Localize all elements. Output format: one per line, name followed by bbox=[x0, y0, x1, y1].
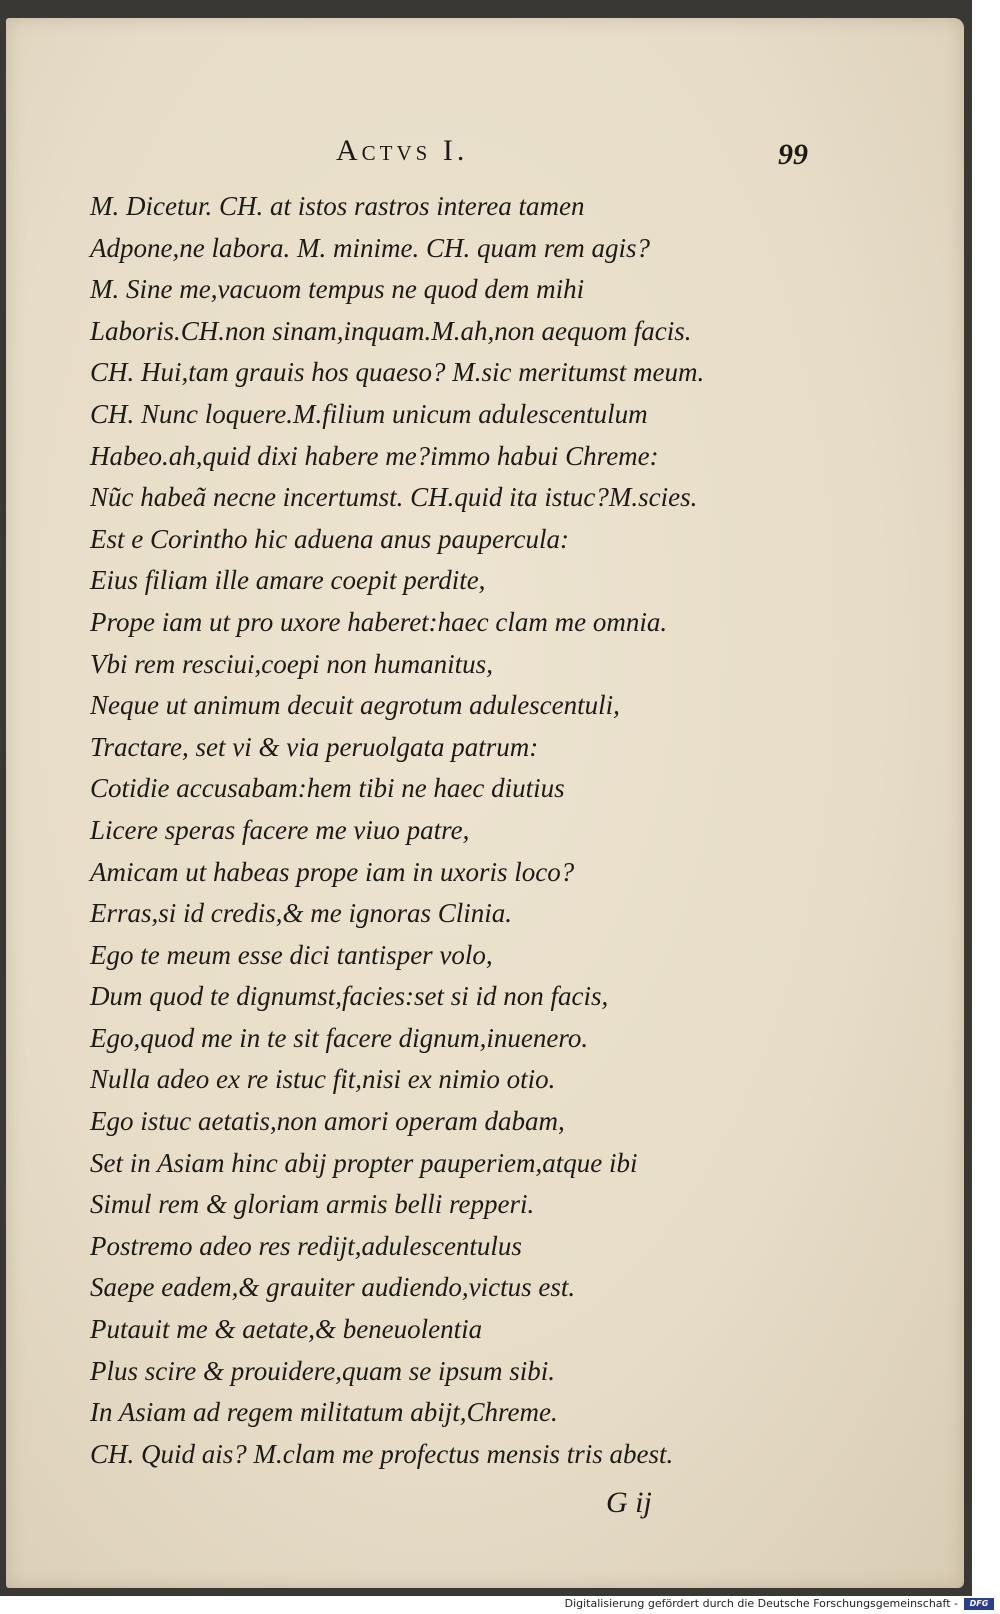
text-line: Licere speras facere me viuo patre, bbox=[90, 814, 470, 845]
text-line: Set in Asiam hinc abij propter pauperiem,atque ibi bbox=[90, 1147, 638, 1178]
dfg-logo-icon: DFG bbox=[964, 1598, 994, 1610]
running-head: Actvs I. bbox=[336, 134, 469, 167]
text-line: Nulla adeo ex re istuc fit,nisi ex nimio otio. bbox=[90, 1064, 556, 1095]
text-line: Laboris.CH.non sinam,inquam.M.ah,non aequom facis. bbox=[90, 315, 692, 346]
text-line: Habeo.ah,quid dixi habere me?immo habui Chreme: bbox=[90, 440, 659, 471]
text-line: Nũc habeã necne incertumst. CH.quid ita istuc?M.scies. bbox=[90, 482, 698, 513]
text-line: Putauit me & aetate,& beneuolentia bbox=[90, 1314, 483, 1345]
text-line: Simul rem & gloriam armis belli repperi. bbox=[90, 1189, 535, 1220]
text-line: Adpone,ne labora. M. minime. CH. quam rem agis? bbox=[90, 232, 650, 263]
text-line: Tractare, set vi & via peruolgata patrum: bbox=[90, 731, 539, 762]
text-line: CH. Quid ais? M.clam me profectus mensis tris abest. bbox=[90, 1438, 674, 1469]
page-header bbox=[6, 134, 964, 174]
signature-mark: G ij bbox=[606, 1486, 652, 1519]
text-line: Ego,quod me in te sit facere dignum,inuenero. bbox=[90, 1022, 589, 1053]
text-line: CH. Hui,tam grauis hos quaeso? M.sic meritumst meum. bbox=[90, 357, 705, 388]
verse-text-block bbox=[90, 186, 820, 1475]
text-line: In Asiam ad regem militatum abijt,Chreme. bbox=[90, 1397, 558, 1428]
text-line: Amicam ut habeas prope iam in uxoris loco? bbox=[90, 856, 575, 887]
text-line: Prope iam ut pro uxore haberet:haec clam me omnia. bbox=[90, 606, 668, 637]
text-line: M. Sine me,vacuom tempus ne quod dem mihi bbox=[90, 274, 585, 305]
page-number: 99 bbox=[778, 138, 808, 171]
text-line: Vbi rem resciui,coepi non humanitus, bbox=[90, 648, 493, 679]
text-line: Est e Corintho hic aduena anus paupercula: bbox=[90, 523, 569, 554]
footer-bar bbox=[0, 1596, 1000, 1614]
text-line: CH. Nunc loquere.M.filium unicum adulescentulum bbox=[90, 398, 648, 429]
text-line: Ego istuc aetatis,non amori operam dabam, bbox=[90, 1106, 565, 1137]
text-line: Ego te meum esse dici tantisper volo, bbox=[90, 939, 493, 970]
text-line: Dum quod te dignumst,facies:set si id non facis, bbox=[90, 981, 609, 1012]
text-line: Erras,si id credis,& me ignoras Clinia. bbox=[90, 898, 513, 929]
text-line: Saepe eadem,& grauiter audiendo,victus est. bbox=[90, 1272, 576, 1303]
text-line: Eius filiam ille amare coepit perdite, bbox=[90, 565, 486, 596]
footer-credit: Digitalisierung gefördert durch die Deutsche Forschungsgemeinschaft - bbox=[564, 1597, 958, 1610]
text-line: Plus scire & prouidere,quam se ipsum sibi. bbox=[90, 1355, 555, 1386]
book-page bbox=[6, 18, 964, 1588]
text-line: M. Dicetur. CH. at istos rastros interea tamen bbox=[90, 191, 585, 221]
text-line: Postremo adeo res redijt,adulescentulus bbox=[90, 1230, 522, 1261]
text-line: Cotidie accusabam:hem tibi ne haec diutius bbox=[90, 773, 565, 804]
text-line: Neque ut animum decuit aegrotum adulescentuli, bbox=[90, 690, 620, 721]
